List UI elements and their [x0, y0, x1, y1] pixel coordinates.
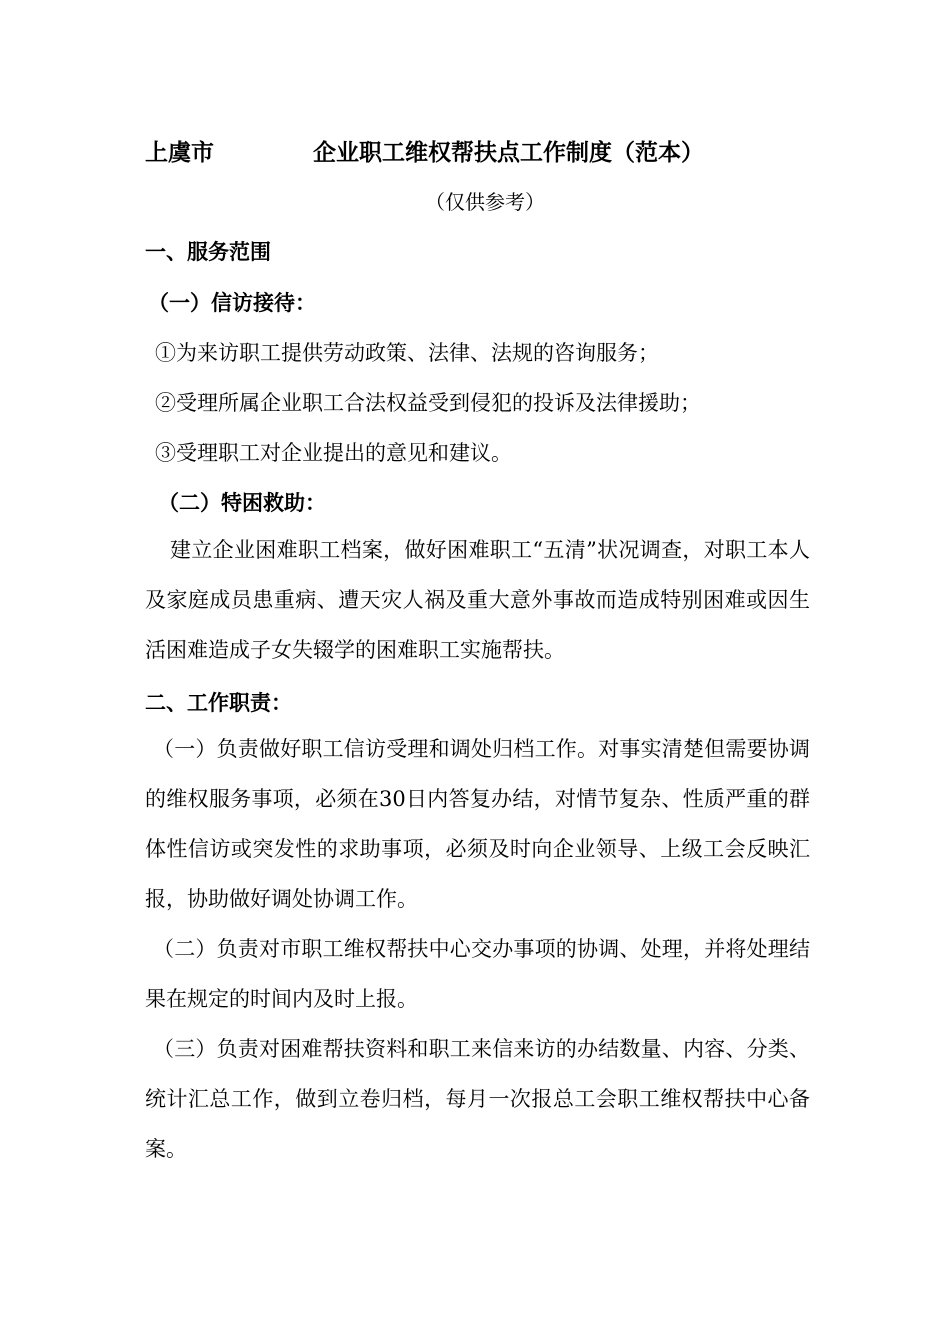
title-city: 上虞市: [145, 140, 214, 166]
subsection-heading-relief: （二）特困救助：: [158, 491, 326, 515]
document-subtitle: （仅供参考）: [425, 190, 545, 214]
list-item: ①为来访职工提供劳动政策、法律、法规的咨询服务；: [155, 341, 659, 365]
relief-paragraph: 建立企业困难职工档案，做好困难职工“五清”状况调查，对职工本人及家庭成员患重病、遭天灾人祸及重大意外事故而造成特别困难或因生活困难造成子女失辍学的困难职工实施帮扶。: [145, 538, 810, 662]
duty-paragraph: （二）负责对市职工维权帮扶中心交办事项的协调、处理，并将处理结果在规定的时间内及时上报。: [145, 937, 810, 1011]
document-title: [145, 134, 825, 170]
subsection-heading-petition: （一）信访接待：: [148, 291, 316, 315]
section-heading-service-scope: 一、服务范围: [145, 240, 271, 264]
section-heading-duties: 二、工作职责：: [145, 691, 292, 715]
list-item: ②受理所属企业职工合法权益受到侵犯的投诉及法律援助；: [155, 391, 701, 415]
duty-paragraph: （一）负责做好职工信访受理和调处归档工作。对事实清楚但需要协调的维权服务事项，必须在30日内答复办结，对情节复杂、性质严重的群体性信访或突发性的求助事项，必须及时向企业领导、上级工会反映汇报，协助做好调处协调工作。: [145, 737, 810, 911]
duty-paragraph: （三）负责对困难帮扶资料和职工来信来访的办结数量、内容、分类、统计汇总工作，做到立卷归档，每月一次报总工会职工维权帮扶中心备案。: [145, 1037, 810, 1161]
title-main: 企业职工维权帮扶点工作制度（范本）: [313, 140, 704, 166]
list-item: ③受理职工对企业提出的意见和建议。: [155, 441, 512, 465]
